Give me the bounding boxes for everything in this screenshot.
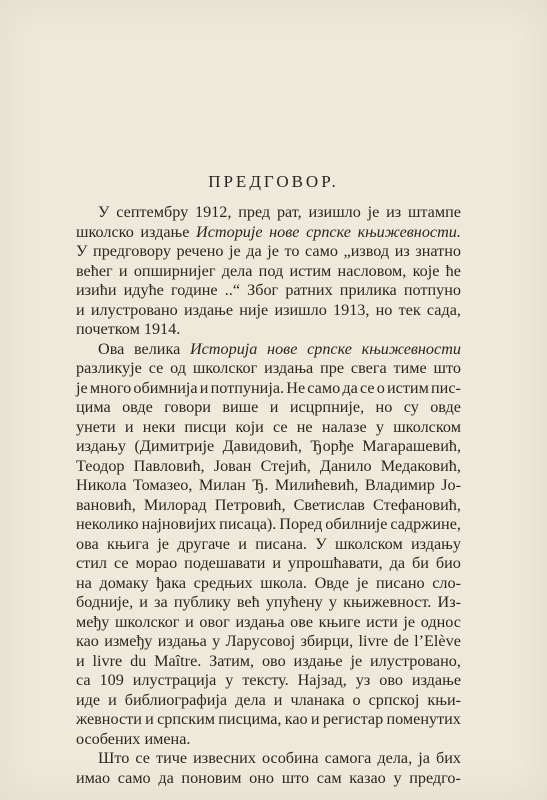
text-line: бодније, и за публику већ упућену у књижевност. Из- xyxy=(76,593,461,611)
text-line: Ова велика Историја нове српске књижевности xyxy=(98,339,461,358)
text-line: У септембру 1912, пред рат, изишло је из штампе xyxy=(98,203,461,221)
page-title: ПРЕДГОВОР. xyxy=(208,172,339,191)
text-line: Теодор Павловић, Јован Стејић, Данило Медаковић, xyxy=(76,456,461,475)
text-line: ова књига је другаче и писана. У школском издању xyxy=(76,534,461,553)
text-line: неколико најновијих писаца). Поред обилније садржине, xyxy=(76,515,461,533)
text-line: издању (Димитрије Давидовић, Ђорђе Магарашевић, xyxy=(76,437,461,455)
text-line: и livre du Maître. Затим, ово издање је илустровано, xyxy=(76,651,461,670)
text-line: као између издања у Ларусовој збирци, livre de l’Elève xyxy=(76,632,461,650)
preface-text xyxy=(76,203,461,788)
text-line: жевности и српским писцима, као и регистар поменутих xyxy=(76,710,461,728)
text-line: школско издање Историје нове српске књижевности. xyxy=(76,222,461,241)
text-line: изићи идуће године ..“ Због ратних прилика потпуно xyxy=(76,281,461,299)
text-line: вановић, Милорад Петровић, Светислав Стефановић, xyxy=(76,495,461,514)
text-line: међу школског и овог издања ове књиге исти је однос xyxy=(76,612,461,631)
text-line: цима овде говори више и исцрпније, но су овде xyxy=(76,398,461,416)
text-line: на домаку ђака средњих школа. Овде је писано сло- xyxy=(76,573,461,592)
text-line: Што се тиче извесних особина самога дела, ја бих xyxy=(98,749,461,767)
text-line: и илустровано издање није изишло 1913, но тек сада, xyxy=(76,300,461,319)
text-line: је много обимнија и потпунија. Не само да се о истим пис- xyxy=(76,378,461,397)
text-line: унети и неки писци који се не налазе у школском xyxy=(76,417,461,436)
text-line: особених имена. xyxy=(76,729,191,748)
text-line: У предговору речено је да је то само „извод из знатно xyxy=(76,242,461,260)
text-line: иде и библиографија дела и чланака о српској књи- xyxy=(76,690,461,709)
text-line: почетком 1914. xyxy=(76,320,181,338)
text-line: разликује се од школског издања пре свега тиме што xyxy=(76,359,461,377)
text-line: Никола Томазео, Милан Ђ. Милићевић, Владимир Јо- xyxy=(76,476,461,494)
text-line: са 109 илустрација у тексту. Најзад, уз ово издање xyxy=(76,671,461,689)
text-line: имао само да поновим оно што сам казао у предго- xyxy=(76,768,461,787)
text-line: већег и опширнијег дела под истим насловом, које ће xyxy=(76,261,461,280)
text-line: стил се морао подешавати и упрошћавати, да би био xyxy=(76,554,461,572)
